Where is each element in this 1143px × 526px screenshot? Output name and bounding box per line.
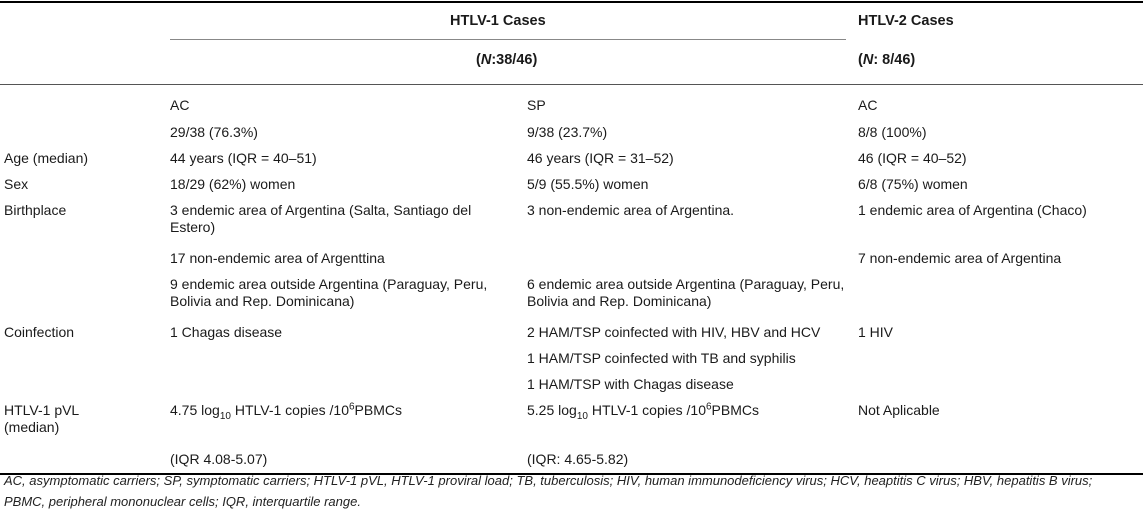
pvl-c1-iqr: (IQR 4.08-5.07): [170, 451, 268, 467]
coinfection-c2-a: 2 HAM/TSP coinfected with HIV, HBV and HCV: [527, 324, 821, 340]
row-label-birthplace: Birthplace: [4, 202, 67, 218]
birthplace-c3-b: 7 non-endemic area of Argentina: [858, 250, 1062, 266]
age-c3: 46 (IQR = 40–52): [858, 150, 967, 166]
pvl-c2: 5.25 $\log_{10}$ HTLV-1 copies $/10^6PBMCs$: [527, 401, 759, 422]
col1-label: AC: [170, 97, 190, 113]
pvl-c2-iqr: (IQR: 4.65-5.82): [527, 451, 629, 467]
row-label-coinfection: Coinfection: [4, 324, 75, 340]
birthplace-c1-c: 9 endemic area outside Argentina (Paraguay, Peru, Bolivia and Rep. Dominicana): [170, 276, 488, 309]
birthplace-c1-b: 17 non-endemic area of Argenttina: [170, 250, 385, 266]
birthplace-c3-a: 1 endemic area of Argentina (Chaco): [858, 202, 1087, 218]
age-c2: 46 years (IQR = 31–52): [527, 150, 674, 166]
col3-label: AC: [858, 97, 878, 113]
coinfection-c1: 1 Chagas disease: [170, 324, 283, 340]
htlv1-header-underline: [170, 39, 846, 40]
col3-count: 8/8 (100%): [858, 124, 927, 140]
htlv1-cases-header: HTLV-1 Cases: [450, 13, 546, 29]
birthplace-c2-a: 3 non-endemic area of Argentina.: [527, 202, 735, 218]
row-label-pvl: HTLV-1 pVL (median): [4, 402, 79, 435]
htlv2-n-header: (N: 8/46): [858, 52, 916, 68]
col2-count: 9/38 (23.7%): [527, 124, 608, 140]
sex-c3: 6/8 (75%) women: [858, 176, 968, 192]
birthplace-c1-a: 3 endemic area of Argentina (Salta, Santiago del Estero): [170, 202, 472, 235]
row-label-age: Age (median): [4, 150, 89, 166]
age-c1: 44 years (IQR = 40–51): [170, 150, 317, 166]
coinfection-c2-c: 1 HAM/TSP with Chagas disease: [527, 376, 734, 392]
sex-c1: 18/29 (62%) women: [170, 176, 296, 192]
htlv2-cases-header: HTLV-2 Cases: [858, 13, 954, 29]
table-footnote: AC, asymptomatic carriers; SP, symptomatic carriers; HTLV-1 pVL, HTLV-1 proviral load; TB, tuberculosis; HIV, human immunodeficiency virus; HCV, heaptitis C virus; HBV, hepatitis B virus; PBMC, peripheral mononuclear cells; IQR, interquartile range.: [4, 473, 1093, 509]
header-bottom-rule: [0, 84, 1143, 85]
pvl-c1: 4.75 $\log_{10}$ HTLV-1 copies $/10^6PBMCs$: [170, 401, 402, 422]
row-label-sex: Sex: [4, 176, 29, 192]
htlv1-n-header: (N:38/46): [476, 52, 538, 68]
coinfection-c3: 1 HIV: [858, 324, 894, 340]
coinfection-c2-b: 1 HAM/TSP coinfected with TB and syphilis: [527, 350, 796, 366]
col1-count: 29/38 (76.3%): [170, 124, 258, 140]
sex-c2: 5/9 (55.5%) women: [527, 176, 649, 192]
table-top-rule: [0, 1, 1143, 3]
birthplace-c2-c: 6 endemic area outside Argentina (Paraguay, Peru, Bolivia and Rep. Dominicana): [527, 276, 845, 309]
pvl-c3: Not Aplicable: [858, 402, 940, 418]
col2-label: SP: [527, 97, 546, 113]
